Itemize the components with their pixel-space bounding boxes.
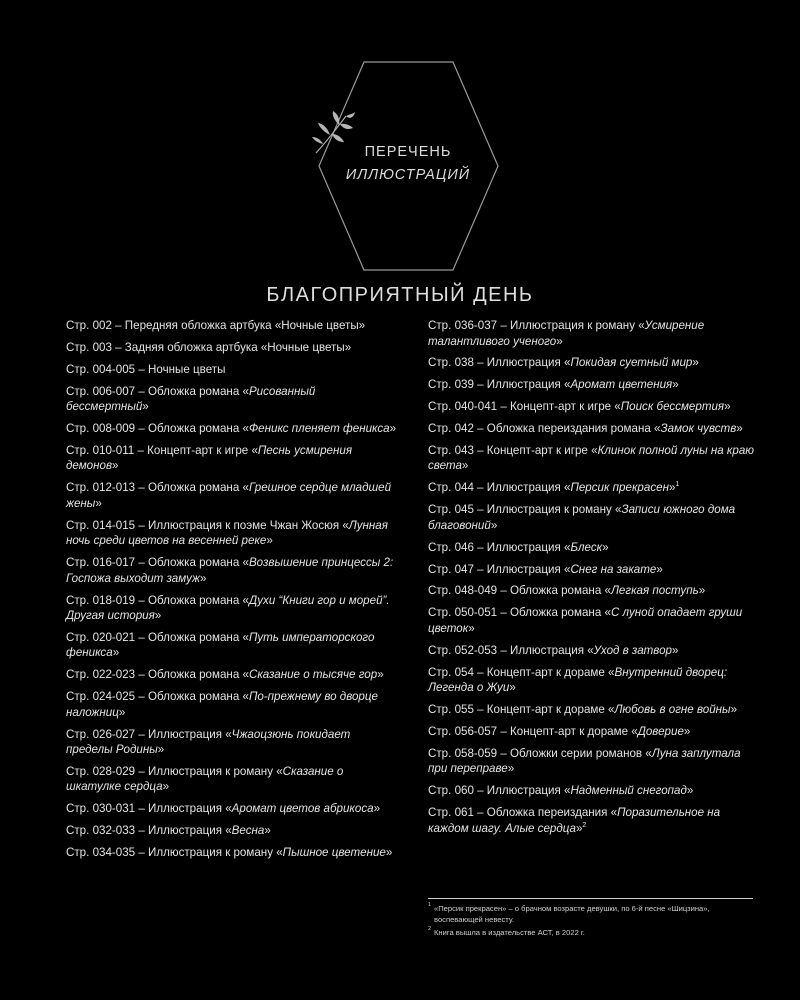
list-item [428,502,760,533]
list-item [428,318,760,349]
section-title: БЛАГОПРИЯТНЫЙ ДЕНЬ [266,284,534,306]
entry-title: Персик прекрасен [570,481,669,495]
entry-text: Стр. 014-015 – Иллюстрация к поэме Чжан Жосюя « [66,518,349,532]
entry-title: Снег на закате [570,562,657,576]
footnote-text: Книга вышла в издательстве АСТ, в 2022 г. [434,928,585,937]
entry-text: Стр. 030-031 – Иллюстрация « [66,802,232,816]
entry-title: Внутренний дворец: Легенда о Жуи [428,665,728,695]
entry-text: » [724,400,731,414]
entry-text: » [112,459,119,473]
list-item [428,702,760,718]
entry-text: Стр. 050-051 – Обложка романа « [428,606,611,620]
entry-title: Рисованный бессмертный [66,384,316,414]
entry-text: » [461,459,469,473]
list-item [428,805,760,836]
entry-text: Стр. 042 – Обложка переиздания романа « [428,422,661,436]
list-item [428,562,760,578]
list-item [66,318,398,334]
entry-text: Стр. 024-025 – Обложка романа « [66,690,249,704]
entry-text: » [199,571,207,585]
entry-title: По-прежнему во дворце наложниц [66,690,378,719]
footnote-number: 2 [428,926,432,932]
entry-title: Луна заплутала при переправе [428,746,741,776]
entry-title: Поразительное на каждом шагу. Алые сердца [428,806,721,835]
hexagon-title [328,141,488,187]
entry-text: Стр. 036-037 – Иллюстрация к роману « [428,319,645,332]
entry-text: » [385,846,393,860]
entry-text: » [683,724,691,738]
entry-text: » [95,496,102,510]
entry-text: Стр. 026-027 – Иллюстрация « [66,727,232,741]
entry-text: Стр. 056-057 – Концепт-арт к дораме « [428,724,638,738]
entry-text: » [154,609,162,623]
entry-title: Сказание о тысяче гор [248,668,378,682]
entry-title: Чжаоцзюнь покидает пределы Родины [66,727,351,757]
list-item [66,630,398,661]
entry-text: Стр. 020-021 – Обложка романа « [66,630,249,644]
entry-title: Феникс пленяет феникса [248,422,390,436]
footnote [428,904,748,925]
entry-text: Стр. 052-053 – Иллюстрация « [428,643,594,657]
entry-text: Стр. 038 – Иллюстрация « [428,356,571,370]
list-item [428,443,760,474]
list-item [66,421,398,437]
list-item [66,801,398,817]
entry-text: Стр. 016-017 – Обложка романа « [66,556,249,570]
list-item [66,845,398,861]
entry-text: » [490,518,498,532]
entry-text: » [373,802,381,816]
entry-text: Стр. 004-005 – Ночные цветы [66,362,226,376]
list-item [66,340,398,356]
footnote-text: «Персик прекрасен» – о брачном возрасте девушки, по 6-й песне «Шицзина», воспевающей невесту. [434,904,710,924]
footnote [428,928,748,939]
list-item [66,764,398,795]
entry-text: » [556,334,563,348]
entry-text: Стр. 006-007 – Обложка романа « [66,384,249,398]
entry-text: » [112,646,120,660]
entry-text: Стр. 018-019 – Обложка романа « [66,593,249,607]
entry-text: Стр. 043 – Концепт-арт к игре « [428,443,598,457]
entry-text: » [264,824,271,838]
entry-text: Стр. 002 – Передняя обложка артбука «Ночные цветы» [66,319,366,332]
list-item [66,727,398,758]
footnote-divider [428,898,753,899]
entry-title: Путь императорского феникса [66,630,375,660]
entry-text: » [672,378,679,392]
title-line-2: ИЛЛЮСТРАЦИЙ [345,167,471,183]
entry-text: » [507,762,515,776]
list-item [66,443,398,474]
list-item [428,583,760,599]
list-item [428,605,760,636]
entry-text: Стр. 022-023 – Обложка романа « [66,668,249,682]
entry-title: Лунная ночь среди цветов на весенней реке [66,518,388,548]
entry-title: Замок чувств [660,422,737,436]
entry-title: С луной опадает груши цветок [428,606,743,635]
list-item [66,823,398,839]
entry-title: Возвышение принцессы 2: Госпожа выходит замуж [66,556,394,585]
list-item [428,783,760,799]
list-item [66,362,398,378]
entry-text: Стр. 008-009 – Обложка романа « [66,422,249,436]
entry-text: Стр. 012-013 – Обложка романа « [66,481,249,495]
list-item [428,399,760,415]
entry-text: » [736,422,743,436]
list-item [66,384,398,415]
list-item [66,593,398,624]
list-item [428,643,760,659]
entry-title: Весна [231,824,265,838]
entry-text: Стр. 040-041 – Концепт-арт к игре « [428,400,621,414]
entry-title: Блеск [570,540,603,554]
entry-title: Пышное цветение [282,846,386,860]
entry-text: » [266,534,273,548]
entry-title: Усмирение талантливого ученого [428,319,705,348]
entry-title: Песнь усмирения демонов [66,443,353,473]
entry-text: » [118,705,126,719]
entry-title: Любовь в огне войны [614,702,731,716]
entry-text: » [389,422,397,436]
title-line-1: ПЕРЕЧЕНЬ [364,144,452,160]
entry-text: » [142,400,149,414]
list-item [66,689,398,720]
entry-text: » [575,821,583,835]
list-item [66,667,398,683]
entry-title: Уход в затвор [593,643,672,657]
entry-text: » [692,356,699,370]
entry-text: Стр. 039 – Иллюстрация « [428,378,571,392]
right-column [428,318,760,842]
entry-text: Стр. 045 – Иллюстрация к роману « [428,503,622,517]
list-item [428,746,760,777]
left-column [66,318,398,867]
list-item [428,480,760,496]
entry-text: Стр. 058-059 – Обложки серии романов « [428,746,652,760]
entry-text: » [509,681,516,695]
entry-text: Стр. 032-033 – Иллюстрация « [66,824,232,838]
list-item [428,377,760,393]
entry-text: Стр. 003 – Задняя обложка артбука «Ночные цветы» [66,340,352,354]
entry-title: Аромат цветения [570,378,673,392]
entry-text: » [602,540,609,554]
entry-text: » [668,481,676,495]
entry-text: » [672,643,679,657]
entry-text: » [468,621,475,635]
entry-text: Стр. 046 – Иллюстрация « [428,540,571,554]
entry-text: Стр. 061 – Обложка переиздания « [428,806,618,820]
list-item [428,421,760,437]
footnotes [428,904,748,942]
list-item [66,555,398,586]
entry-title: Записи южного дома благовоний [428,503,736,532]
entry-title: Грешное сердце младшей жены [66,481,392,510]
entry-text: Стр. 034-035 – Иллюстрация к роману « [66,846,283,860]
entry-text: Стр. 028-029 – Иллюстрация к роману « [66,764,283,778]
entry-title: Покидая суетный мир [570,356,693,370]
list-item [428,540,760,556]
entry-title: Легкая поступь [610,584,699,598]
footnote-ref: 1 [675,481,680,489]
entry-text: » [157,743,165,757]
list-item [428,665,760,696]
entry-text: Стр. 048-049 – Обложка романа « [428,584,611,598]
entry-title: Сказание о шкатулке сердца [66,764,344,794]
entry-text: » [698,584,706,598]
entry-title: Духи “Книги гор и морей”. Другая история [66,593,390,623]
entry-title: Клинок полной луны на краю света [428,443,754,473]
list-item [66,518,398,549]
entry-text: » [377,668,384,682]
entry-text: Стр. 055 – Концепт-арт к дораме « [428,702,615,716]
entry-title: Надменный снегопад [570,784,687,798]
entry-text: » [686,784,694,798]
entry-text: Стр. 060 – Иллюстрация « [428,784,571,798]
entry-title: Поиск бессмертия [620,400,725,414]
entry-text: Стр. 010-011 – Концепт-арт к игре « [66,443,258,457]
entry-text: » [730,702,738,716]
entry-text: Стр. 047 – Иллюстрация « [428,562,571,576]
footnote-ref: 2 [582,821,587,829]
list-item [428,724,760,740]
footnote-number: 1 [428,902,432,908]
entry-text: » [656,562,663,576]
entry-text: Стр. 054 – Концепт-арт к дораме « [428,665,615,679]
entry-title: Доверие [637,724,684,738]
list-item [66,480,398,511]
entry-text: » [162,780,170,794]
entry-text: Стр. 044 – Иллюстрация « [428,481,571,495]
entry-title: Аромат цветов абрикоса [231,802,374,816]
list-item [428,355,760,371]
